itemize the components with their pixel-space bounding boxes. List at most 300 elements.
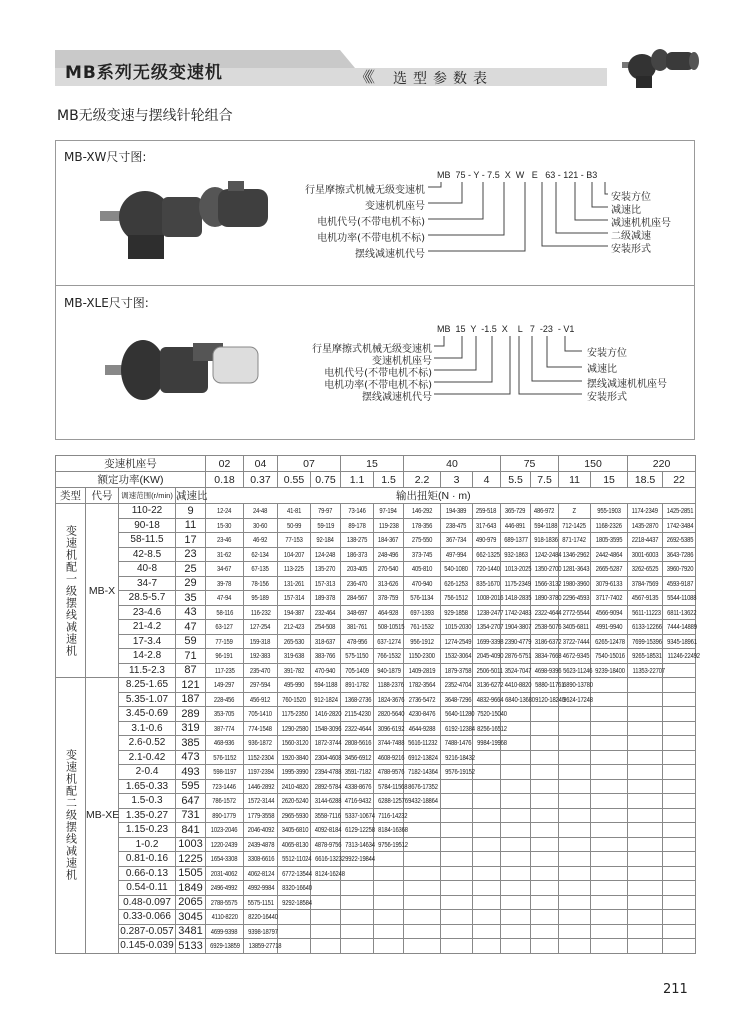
torque-cell [278,866,311,881]
torque-cell [341,547,374,562]
torque-value: 3001-6003 [631,549,659,559]
torque-cell [311,533,341,548]
torque-value: 138-275 [346,535,368,545]
torque-value: 3784-7569 [631,578,659,588]
torque-cell [628,504,663,519]
torque-value: 576-1134 [410,593,434,603]
empty-cell [531,823,559,838]
empty-cell [441,939,473,954]
empty-cell [374,939,404,954]
table-row [56,707,696,722]
torque-cell [244,852,278,867]
power-header: 7.5 [531,472,559,488]
torque-value: 1980-3960 [562,578,590,588]
torque-cell [244,750,278,765]
torque-cell [206,750,244,765]
torque-cell [501,620,531,635]
empty-cell [531,736,559,751]
torque-value: 6129-12258 [345,825,375,835]
torque-value: 4110-8220 [211,912,238,922]
empty-cell [591,881,628,896]
empty-cell [311,910,341,925]
torque-cell [278,808,311,823]
torque-value: 5575-1151 [247,897,274,907]
torque-cell [206,649,244,664]
torque-cell [206,939,244,954]
torque-value: 203-405 [346,564,368,574]
torque-value: 760-1520 [282,694,306,704]
torque-cell [278,562,311,577]
torque-value: 1416-2820 [314,709,342,719]
torque-value: 3648-7296 [444,694,472,704]
table-row [56,620,696,635]
empty-cell [531,924,559,939]
torque-value: 723-1446 [212,781,237,791]
empty-cell [501,750,531,765]
empty-cell [341,910,374,925]
frame-header: 75 [501,456,559,472]
empty-cell [628,910,663,925]
torque-value: 1013-2025 [504,564,532,574]
torque-cell [206,620,244,635]
ratio-cell: 71 [176,649,206,664]
torque-value: 705-1409 [345,665,369,675]
torque-value: 79-97 [318,506,333,516]
torque-cell [473,707,507,722]
torque-cell [206,605,244,620]
torque-value: 932-1863 [504,549,528,559]
torque-value: 2736-5472 [408,694,436,704]
torque-value: 2031-4062 [211,868,238,878]
torque-cell [278,881,311,896]
torque-cell [206,504,244,519]
torque-value: 373-745 [411,549,433,559]
torque-cell [278,852,311,867]
torque-value: 2322-4644 [344,723,372,733]
torque-value: 1904-3807 [504,622,532,632]
torque-cell [374,533,404,548]
empty-cell [404,924,441,939]
torque-value: 3136-6272 [476,680,504,690]
torque-value: 2788-5575 [211,897,238,907]
torque-cell [374,504,404,519]
torque-cell [341,678,374,693]
torque-cell [311,823,341,838]
empty-cell [501,837,531,852]
torque-value: 135-270 [315,564,336,574]
torque-cell [404,765,441,780]
torque-value: 7313-14634 [345,839,375,849]
torque-cell [206,721,244,736]
torque-cell [531,576,562,591]
speed-range-cell: 14-2.8 [119,649,176,664]
table-row [56,881,696,896]
torque-cell [374,750,404,765]
torque-cell [278,736,311,751]
torque-value: 1242-2484 [534,549,562,559]
ratio-cell: 5133 [176,939,206,954]
torque-value: 2442-4864 [595,549,623,559]
torque-value: 265-530 [283,636,305,646]
torque-value: 540-1080 [444,564,469,574]
torque-value: 11246-22492 [667,651,700,661]
empty-cell [473,837,501,852]
empty-cell [628,678,663,693]
page-number: 211 [663,982,688,997]
torque-value: 1654-3308 [211,854,238,864]
torque-cell [591,663,628,678]
torque-cell [404,678,441,693]
torque-cell [206,881,244,896]
torque-cell [404,562,441,577]
section-title: MB无级变速与摆线针轮组合 [57,108,233,124]
torque-cell [404,649,441,664]
ratio-cell: 35 [176,591,206,606]
table-row [56,518,696,533]
torque-value: 4991-9940 [595,622,623,632]
empty-cell [663,895,696,910]
torque-value: 232-464 [315,607,336,617]
torque-cell [404,620,441,635]
torque-value: 1435-2870 [631,520,659,530]
power-header: 0.37 [244,472,278,488]
torque-cell [374,765,404,780]
page-title: MB系列无级变速机 [65,63,223,83]
torque-cell [473,518,501,533]
torque-cell [244,794,278,809]
ratio-cell: 841 [176,823,206,838]
torque-cell [531,518,559,533]
empty-cell [663,866,696,881]
torque-value: 4716-9432 [344,796,372,806]
empty-cell [473,750,501,765]
torque-cell [341,823,374,838]
torque-value: 5640-11280 [445,709,475,719]
torque-cell [278,837,311,852]
torque-value: 2692-5385 [666,535,694,545]
torque-value: 41-81 [286,506,302,516]
empty-cell [374,910,404,925]
torque-cell [663,533,696,548]
torque-cell [374,576,404,591]
torque-cell [501,518,531,533]
torque-cell [278,823,311,838]
table-row [56,750,696,765]
ratio-cell: 1003 [176,837,206,852]
empty-cell [591,750,628,765]
torque-cell [441,750,473,765]
torque-value: 5512-11024 [282,854,312,864]
table-row [56,591,696,606]
torque-value: 598-1197 [212,767,237,777]
torque-value: 1409-2819 [408,665,436,675]
empty-cell [501,852,531,867]
empty-cell [341,866,374,881]
empty-cell [628,924,663,939]
page-subtitle: 选型参数表 [393,71,493,87]
empty-cell [663,808,696,823]
empty-cell [663,910,696,925]
torque-value: 697-1393 [410,607,434,617]
frame-header: 02 [206,456,244,472]
torque-value: 变速机配一级摆线减速机 [64,524,77,657]
torque-cell [311,605,341,620]
torque-cell [278,634,311,649]
torque-value: 367-734 [446,535,467,545]
torque-cell [374,605,404,620]
torque-cell [206,591,244,606]
empty-cell [374,924,404,939]
ratio-cell: 59 [176,634,206,649]
torque-cell [531,591,562,606]
torque-cell [628,562,663,577]
torque-cell [374,678,404,693]
torque-cell [278,605,311,620]
torque-value: 4092-8184 [314,825,342,835]
empty-cell [591,692,628,707]
torque-value: 774-1548 [248,723,273,733]
torque-cell [501,634,531,649]
empty-cell [473,794,501,809]
empty-cell [591,721,628,736]
table-row [56,649,696,664]
speed-range-cell: 1.35-0.27 [119,808,176,823]
empty-cell [473,866,501,881]
ratio-cell: 25 [176,562,206,577]
empty-cell [663,837,696,852]
torque-value: 594-1188 [314,680,338,690]
torque-value: 3079-6133 [595,578,623,588]
empty-cell [628,852,663,867]
torque-cell [441,649,473,664]
torque-cell [501,678,531,693]
ratio-cell: 3481 [176,924,206,939]
empty-cell [591,823,628,838]
torque-cell [311,562,341,577]
torque-cell [663,620,696,635]
torque-value: 3643-7286 [666,549,694,559]
torque-cell [628,518,663,533]
torque-value: 270-540 [378,564,399,574]
speed-range-cell: 1.15-0.23 [119,823,176,838]
torque-value: 766-1532 [377,651,401,661]
torque-cell [374,518,404,533]
torque-cell [244,866,278,881]
torque-value: 1572-3144 [247,796,275,806]
torque-value: 2772-5544 [562,607,590,617]
torque-value: 4832-9664 [476,694,504,704]
torque-value: 6912-13824 [408,752,438,762]
empty-cell [628,866,663,881]
torque-value: 2820-5640 [377,709,405,719]
torque-value: 6929-13859 [210,941,240,951]
torque-value: 8320-16640 [282,883,312,893]
empty-cell [591,779,628,794]
torque-value: 464-928 [378,607,399,617]
torque-cell [244,808,278,823]
speed-range-cell: 17-3.4 [119,634,176,649]
torque-cell [501,576,531,591]
power-header: 0.75 [311,472,341,488]
torque-value: 1150-2300 [408,651,436,661]
torque-value: 8676-17352 [408,781,438,791]
torque-value: 97-194 [379,506,398,516]
torque-cell [404,605,441,620]
torque-value: 3262-6525 [631,564,659,574]
torque-value: 7699-15396 [632,636,662,646]
speed-range-cell: 5.35-1.07 [119,692,176,707]
speed-range-header: 调速范围(r/min) [119,488,176,504]
torque-value: 1872-3744 [314,738,342,748]
torque-value: 58-116 [216,607,233,617]
torque-value: 8124-16248 [315,868,345,878]
torque-value: 2394-4788 [314,767,342,777]
torque-cell [473,692,504,707]
empty-cell [441,808,473,823]
power-header: 1.5 [374,472,404,488]
torque-cell [441,765,473,780]
torque-cell [473,547,501,562]
torque-value: 6133-12266 [632,622,662,632]
torque-value: 259-518 [476,506,497,516]
torque-cell [473,533,501,548]
power-header: 3 [441,472,473,488]
torque-value: 9576-19152 [445,767,475,777]
empty-cell [531,721,559,736]
empty-cell [628,808,663,823]
torque-value: 956-1912 [410,636,434,646]
empty-cell [663,750,696,765]
torque-value: 405-810 [411,564,433,574]
torque-value: 9398-18797 [248,926,278,936]
torque-cell [278,750,311,765]
torque-value: 1890-3780 [534,593,562,603]
empty-cell [374,866,404,881]
empty-cell [374,852,404,867]
torque-value: 157-314 [283,593,305,603]
table-row [56,837,696,852]
torque-cell [206,663,244,678]
ratio-cell: 2065 [176,895,206,910]
empty-cell [559,750,591,765]
type-header: 类型 [56,488,86,504]
frame-header: 15 [341,456,404,472]
empty-cell [473,852,501,867]
torque-value: 1824-3676 [377,694,405,704]
empty-cell [501,794,531,809]
code-cell: MB-XE [86,678,119,954]
selection-parameter-table [55,455,700,954]
torque-value: 1742-2483 [504,607,532,617]
torque-cell [278,692,311,707]
torque-value: 1152-2304 [247,752,274,762]
torque-value: 2296-4593 [562,593,590,603]
torque-cell [244,547,278,562]
empty-cell [531,808,559,823]
torque-value: 835-1670 [476,578,500,588]
empty-cell [501,881,531,896]
torque-cell [628,533,663,548]
torque-cell [311,721,341,736]
torque-value: 3096-6192 [377,723,405,733]
torque-cell [501,663,531,678]
torque-value: 478-956 [346,636,368,646]
empty-cell [663,794,696,809]
torque-cell [404,750,441,765]
torque-cell [374,823,408,838]
torque-cell [501,605,531,620]
torque-cell [374,794,408,809]
ratio-cell: 289 [176,707,206,722]
torque-value: 11353-22707 [632,665,665,675]
empty-cell [473,823,501,838]
torque-cell [278,547,311,562]
torque-value: 9432-18864 [408,796,438,806]
torque-value: 59-119 [317,520,334,530]
torque-value: 2892-5784 [314,781,342,791]
empty-cell [441,779,473,794]
torque-value: 9216-18432 [445,752,475,762]
empty-cell [404,808,441,823]
torque-value: 4878-9756 [314,839,342,849]
torque-cell [559,562,591,577]
torque-value: 1699-3398 [476,636,504,646]
torque-value: 47-94 [217,593,232,603]
torque-cell [341,765,374,780]
torque-cell [663,605,696,620]
torque-cell [244,504,278,519]
torque-value: 67-135 [251,564,270,574]
torque-value: 4992-9984 [247,883,275,893]
torque-value: 8256-16512 [477,723,507,733]
xw-right-label-3: 减速机机座号 [611,218,671,229]
torque-value: 2410-4820 [281,781,309,791]
power-header-label: 额定功率(KW) [56,472,206,488]
torque-value: 31-62 [217,549,232,559]
torque-cell [559,547,591,562]
torque-value: 1548-3096 [314,723,342,733]
torque-value: 1238-2477 [476,607,504,617]
ratio-cell: 473 [176,750,206,765]
torque-cell [244,663,278,678]
torque-value: 3717-7402 [595,593,623,603]
torque-cell [374,547,404,562]
empty-cell [591,895,628,910]
torque-value: 470-940 [411,578,433,588]
torque-cell [244,837,278,852]
ratio-cell: 11 [176,518,206,533]
speed-range-cell: 42-8.5 [119,547,176,562]
torque-cell [206,895,244,910]
empty-cell [404,895,441,910]
torque-value: 116-232 [250,607,271,617]
torque-cell [531,533,559,548]
torque-value: 1220-2439 [211,839,238,849]
torque-value: 705-1410 [248,709,273,719]
torque-value: 1197-2394 [247,767,274,777]
empty-cell [531,910,559,925]
torque-value: 9345-18961 [667,636,697,646]
torque-value: 5623-11246 [563,665,593,675]
torque-value: 7182-14364 [408,767,438,777]
torque-value: 4672-9345 [562,651,590,661]
ratio-cell: 29 [176,576,206,591]
torque-cell [278,895,311,910]
ratio-cell: 1849 [176,881,206,896]
torque-value: 15-30 [217,520,232,530]
torque-value: 486-972 [534,506,555,516]
torque-value: 4699-9398 [211,926,238,936]
